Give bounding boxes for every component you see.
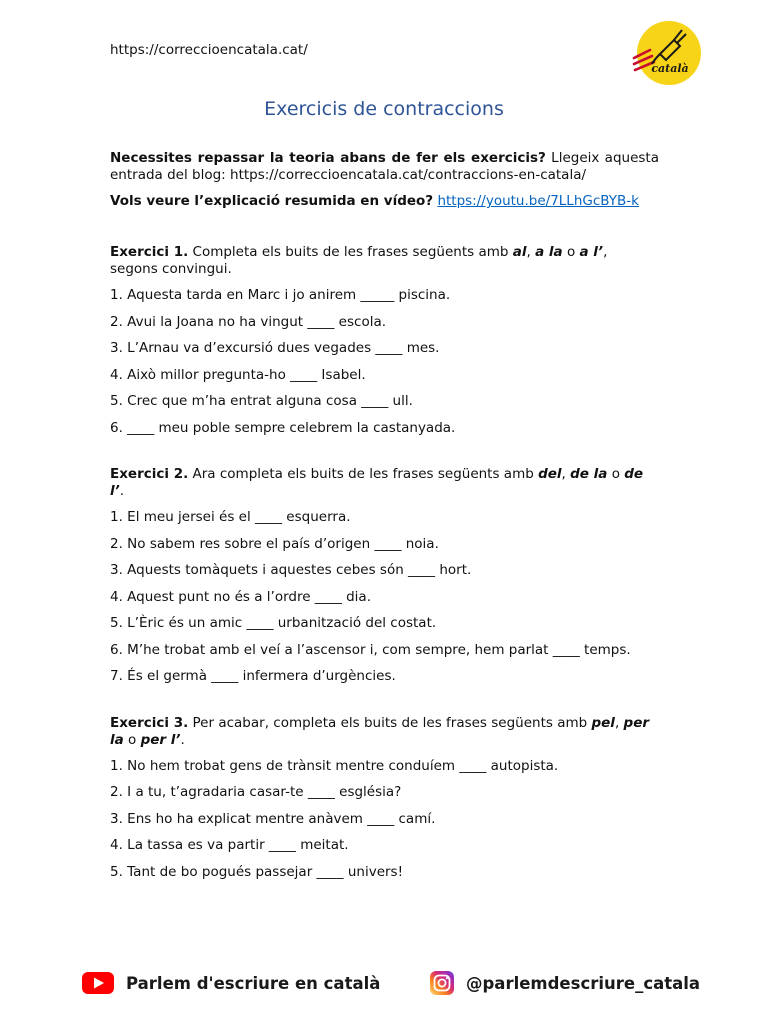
list-item: 4. Aquest punt no és a l’ordre ____ dia.: [110, 588, 371, 605]
separator: o: [562, 244, 580, 260]
exercise-2: [110, 466, 659, 695]
list-item: 3. Aquests tomàquets i aquestes cebes són ____ hort.: [110, 562, 472, 578]
option-de-l: de l’: [110, 466, 644, 499]
option-pel: pel: [591, 714, 615, 731]
youtube-channel-name: Parlem d'escriure en català: [126, 973, 381, 993]
video-question: Vols veure l’explicació resumida en vídeo?: [110, 193, 434, 209]
separator: ,: [526, 244, 536, 260]
list-item: 4. La tassa es va partir ____ meitat.: [110, 837, 349, 853]
list-item: 2. No sabem res sobre el país d’origen ____ noia.: [110, 535, 439, 552]
list-item: 7. És el germà ____ infermera d’urgències.: [110, 668, 396, 684]
logo-text: català: [651, 62, 689, 75]
option-de-la: de la: [570, 466, 608, 482]
instagram-icon: [430, 971, 454, 995]
exercise-1-text: Completa els buits de les frases següents amb: [188, 244, 513, 260]
exercise-3-list: [110, 758, 659, 891]
intro-text: Llegeix aquesta entrada del blog: https://correccioencatala.cat/contraccions-en-catala/: [110, 150, 659, 183]
exercise-1-instructions: [110, 244, 659, 278]
exercise-1-list: [110, 287, 659, 446]
exercise-2-text: Ara completa els buits de les frases següents amb: [188, 466, 539, 482]
list-item: 5. Tant de bo pogués passejar ____ univers!: [110, 863, 403, 880]
list-item: 5. L’Èric és un amic ____ urbanització del costat.: [110, 615, 437, 631]
separator: ,: [614, 714, 624, 731]
option-a-la: a la: [535, 244, 563, 260]
list-item: 5. Crec que m’ha entrat alguna cosa ____ ull.: [110, 393, 413, 409]
exercise-3-text-end: .: [180, 731, 185, 748]
separator: o: [607, 466, 625, 482]
youtube-icon: [82, 972, 114, 994]
intro-paragraph: [110, 150, 659, 184]
exercise-3-text: Per acabar, completa els buits de les frases següents amb: [188, 714, 592, 731]
option-del: del: [538, 466, 562, 482]
list-item: 1. Aquesta tarda en Marc i jo anirem _____ piscina.: [110, 287, 451, 303]
list-item: 1. No hem trobat gens de trànsit mentre conduíem ____ autopista.: [110, 757, 559, 774]
list-item: 2. I a tu, t’agradaria casar-te ____ església?: [110, 784, 402, 800]
list-item: 2. Avui la Joana no ha vingut ____ escola.: [110, 313, 387, 330]
exercise-2-text-end: .: [119, 483, 125, 499]
exercise-1: [110, 244, 659, 446]
exercise-2-list: [110, 509, 659, 695]
main-content: [110, 150, 659, 890]
list-item: 3. Ens ho ha explicat mentre anàvem ____ camí.: [110, 810, 436, 827]
exercise-1-text-end: , segons convingui.: [110, 244, 608, 277]
page-title: Exercicis de contraccions: [264, 98, 504, 120]
option-per-la: per la: [110, 714, 650, 748]
list-item: 4. Això millor pregunta-ho ____ Isabel.: [110, 366, 366, 383]
separator: o: [123, 731, 141, 748]
list-item: 6. M’he trobat amb el veí a l’ascensor i, com sempre, hem parlat ____ temps.: [110, 641, 631, 658]
video-link[interactable]: https://youtu.be/7LLhGcBYB-k: [437, 193, 639, 209]
list-item: 3. L’Arnau va d’excursió dues vegades ____ mes.: [110, 340, 440, 356]
option-al: al: [512, 244, 527, 260]
option-per-l: per l’: [140, 731, 181, 748]
exercise-2-label: Exercici 2.: [110, 466, 189, 482]
option-a-l: a l’: [579, 244, 604, 260]
video-paragraph: [110, 193, 659, 210]
list-item: 6. ____ meu poble sempre celebrem la castanyada.: [110, 419, 456, 436]
list-item: 1. El meu jersei és el ____ esquerra.: [110, 509, 351, 525]
header-url[interactable]: https://correccioencatala.cat/: [110, 42, 308, 58]
exercise-3-label: Exercici 3.: [110, 714, 189, 731]
catala-logo: [630, 20, 706, 86]
instagram-handle: @parlemdescriure_catala: [466, 973, 701, 993]
intro-question: Necessites repassar la teoria abans de fer els exercicis?: [110, 150, 546, 166]
exercise-2-instructions: [110, 466, 659, 500]
footer-youtube[interactable]: [82, 968, 380, 998]
footer-instagram[interactable]: [430, 968, 700, 998]
exercise-3-instructions: [110, 715, 659, 749]
exercise-1-label: Exercici 1.: [110, 244, 189, 260]
separator: ,: [561, 466, 571, 482]
exercise-3: [110, 715, 659, 891]
